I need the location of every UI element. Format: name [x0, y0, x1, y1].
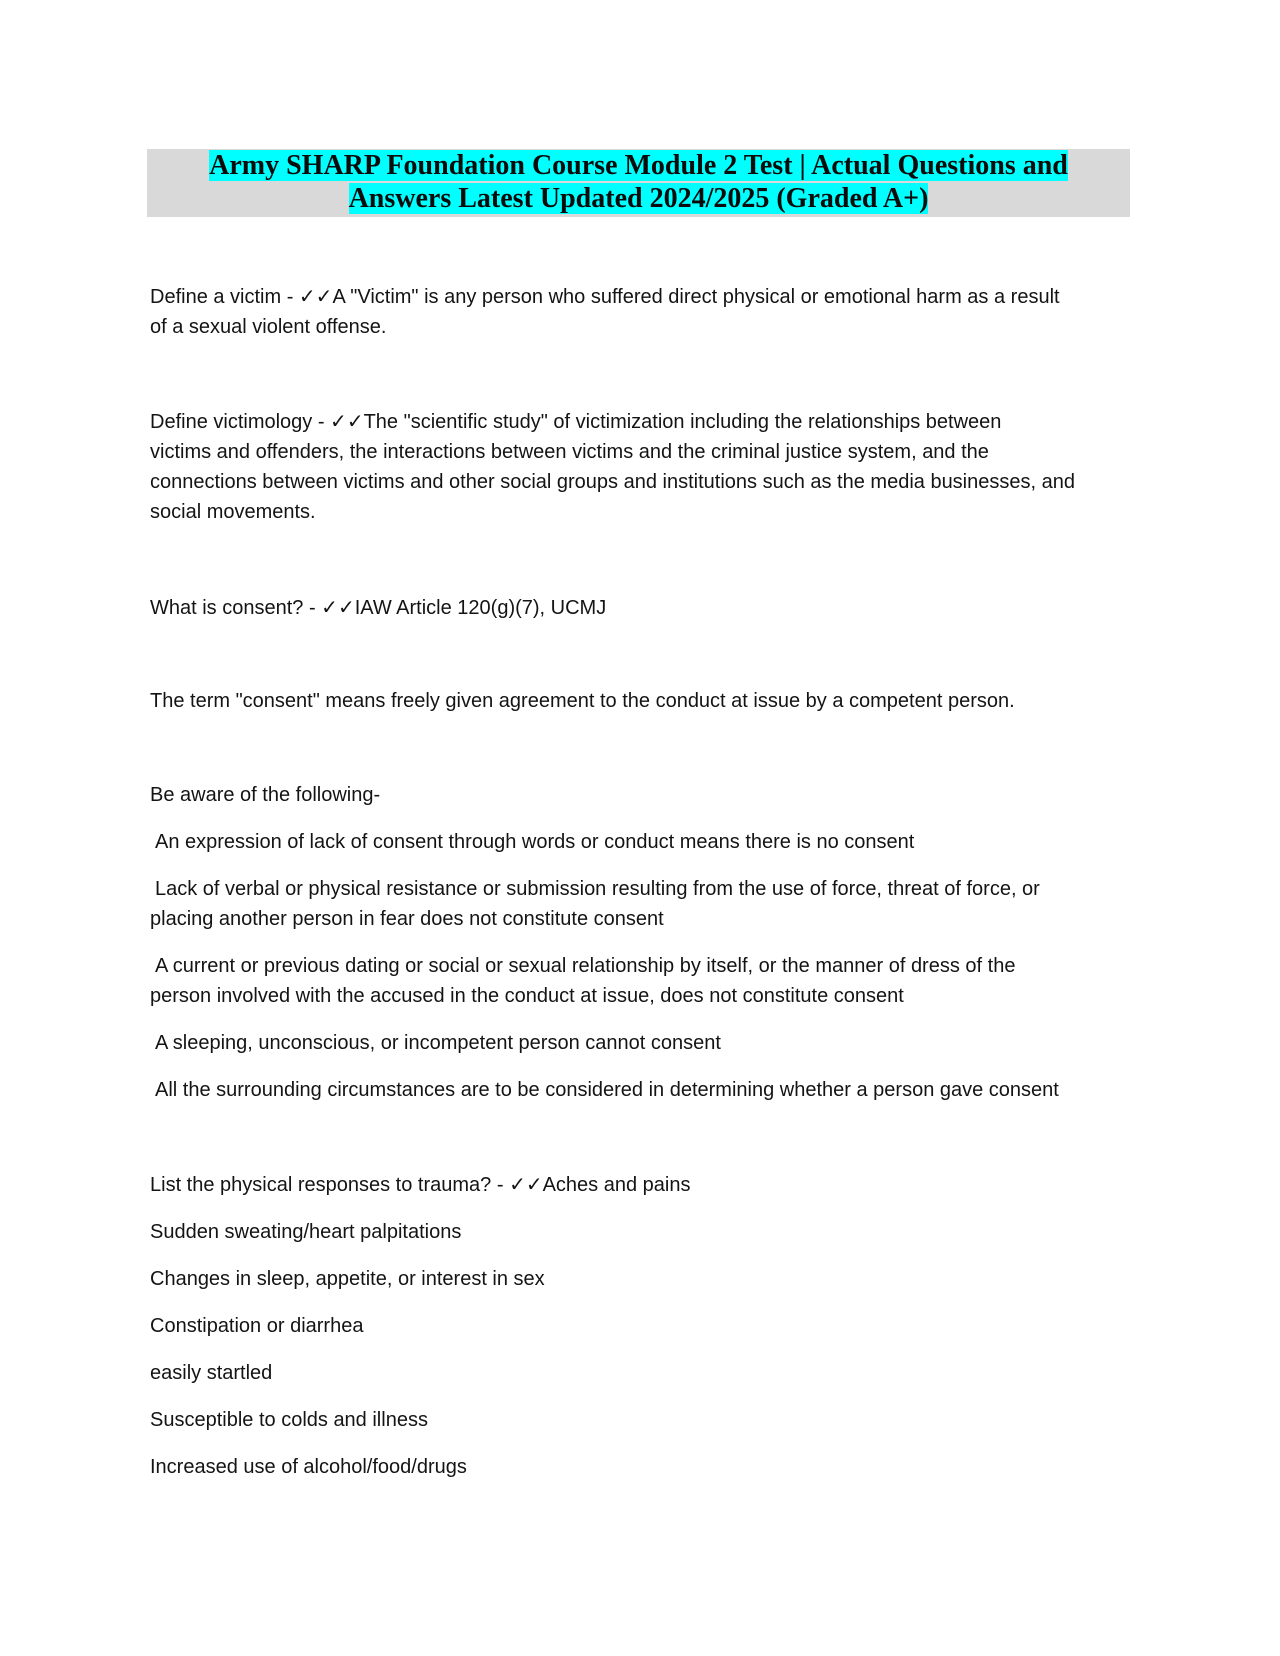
trauma-question: List the physical responses to trauma? - ✓✓Aches and pains	[150, 1174, 691, 1196]
consent-definition: The term "consent" means freely given agreement to the conduct at issue by a competent person.	[150, 690, 1015, 712]
trauma-item-6: Increased use of alcohol/food/drugs	[150, 1456, 467, 1478]
title-text-1: Army SHARP Foundation Course Module 2 Test | Actual Questions and	[209, 150, 1068, 181]
consent-point-1: An expression of lack of consent through words or conduct means there is no consent	[155, 831, 915, 853]
consent-point-5: All the surrounding circumstances are to be considered in determining whether a person gave consent	[155, 1079, 1059, 1101]
consent-point-2: Lack of verbal or physical resistance or submission resulting from the use of force, threat of force, or	[155, 878, 1040, 900]
victimology-answer-3: connections between victims and other social groups and institutions such as the media businesses, and	[150, 471, 1075, 493]
victimology-answer-4: social movements.	[150, 501, 316, 523]
victimology-answer-2: victims and offenders, the interactions between victims and the criminal justice system, and the	[150, 441, 989, 463]
title-box	[147, 149, 1130, 217]
consent-question: What is consent? - ✓✓IAW Article 120(g)(7), UCMJ	[150, 597, 607, 619]
victim-answer-cont: of a sexual violent offense.	[150, 316, 387, 338]
be-aware-heading: Be aware of the following-	[150, 784, 381, 806]
title-line-2	[147, 182, 1130, 215]
consent-point-4: A sleeping, unconscious, or incompetent person cannot consent	[155, 1032, 721, 1054]
trauma-item-4: easily startled	[150, 1362, 273, 1384]
consent-point-2-cont: placing another person in fear does not constitute consent	[150, 908, 664, 930]
consent-point-3: A current or previous dating or social or sexual relationship by itself, or the manner of dress of the	[155, 955, 1016, 977]
title-line-1	[147, 149, 1130, 182]
trauma-item-5: Susceptible to colds and illness	[150, 1409, 428, 1431]
consent-point-3-cont: person involved with the accused in the conduct at issue, does not constitute consent	[150, 985, 904, 1007]
trauma-item-3: Constipation or diarrhea	[150, 1315, 364, 1337]
victim-question: Define a victim - ✓✓A "Victim" is any person who suffered direct physical or emotional harm as a result	[150, 286, 1060, 308]
trauma-item-1: Sudden sweating/heart palpitations	[150, 1221, 462, 1243]
victimology-question: Define victimology - ✓✓The "scientific study" of victimization including the relationships between	[150, 411, 1002, 433]
trauma-item-2: Changes in sleep, appetite, or interest in sex	[150, 1268, 545, 1290]
title-text-2: Answers Latest Updated 2024/2025 (Graded A+)	[348, 183, 929, 214]
